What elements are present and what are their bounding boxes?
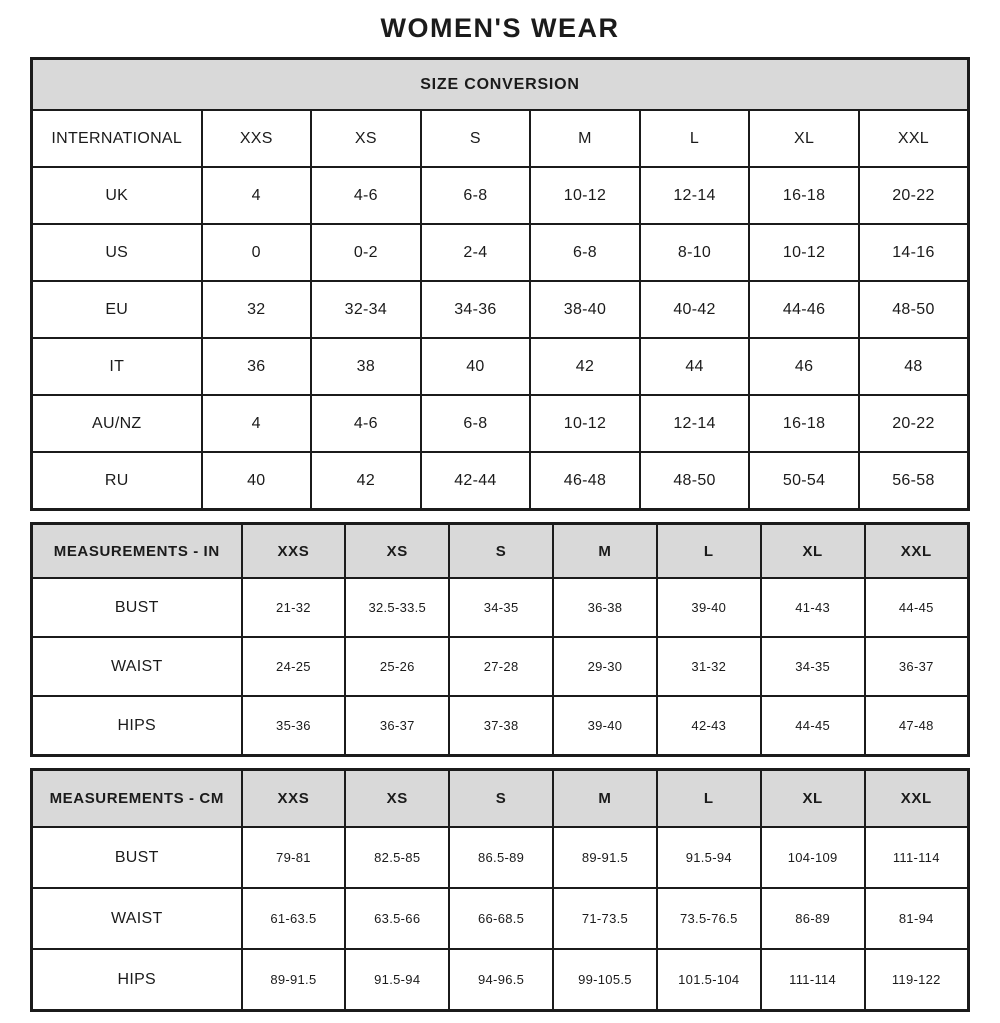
size-header-cell: XS	[345, 770, 449, 828]
value-cell: 39-40	[657, 578, 761, 637]
value-cell: 44-45	[761, 696, 865, 756]
size-header-cell: XL	[761, 770, 865, 828]
size-header-cell: M	[530, 110, 640, 167]
value-cell: 4	[202, 167, 312, 224]
value-cell: 101.5-104	[657, 949, 761, 1011]
table-row	[32, 167, 969, 224]
row-label: BUST	[32, 578, 242, 637]
value-cell: 24-25	[242, 637, 346, 696]
value-cell: 36-37	[345, 696, 449, 756]
row-label: US	[32, 224, 202, 281]
value-cell: 41-43	[761, 578, 865, 637]
row-label: EU	[32, 281, 202, 338]
value-cell: 91.5-94	[657, 827, 761, 888]
value-cell: 32	[202, 281, 312, 338]
value-cell: 44	[640, 338, 750, 395]
value-cell: 111-114	[761, 949, 865, 1011]
value-cell: 42	[311, 452, 421, 510]
value-cell: 71-73.5	[553, 888, 657, 949]
value-cell: 89-91.5	[242, 949, 346, 1011]
value-cell: 56-58	[859, 452, 969, 510]
size-header-cell: L	[657, 524, 761, 579]
size-header-cell: XL	[749, 110, 859, 167]
value-cell: 40	[421, 338, 531, 395]
value-cell: 66-68.5	[449, 888, 553, 949]
page-title: WOMEN'S WEAR	[380, 13, 620, 43]
value-cell: 38	[311, 338, 421, 395]
table-row	[32, 827, 969, 888]
value-cell: 32.5-33.5	[345, 578, 449, 637]
value-cell: 10-12	[749, 224, 859, 281]
value-cell: 14-16	[859, 224, 969, 281]
value-cell: 86-89	[761, 888, 865, 949]
row-label: HIPS	[32, 949, 242, 1011]
size-header-cell: XS	[345, 524, 449, 579]
value-cell: 91.5-94	[345, 949, 449, 1011]
table-row	[32, 452, 969, 510]
size-header-cell: L	[640, 110, 750, 167]
value-cell: 34-36	[421, 281, 531, 338]
measurements-in-title: MEASUREMENTS - IN	[32, 524, 242, 579]
value-cell: 104-109	[761, 827, 865, 888]
value-cell: 81-94	[865, 888, 969, 949]
row-label: HIPS	[32, 696, 242, 756]
measurements-cm-table	[30, 768, 970, 1012]
row-label: RU	[32, 452, 202, 510]
value-cell: 2-4	[421, 224, 531, 281]
value-cell: 40-42	[640, 281, 750, 338]
value-cell: 0-2	[311, 224, 421, 281]
size-header-cell: S	[421, 110, 531, 167]
table-row	[32, 888, 969, 949]
value-cell: 21-32	[242, 578, 346, 637]
table-row	[32, 338, 969, 395]
value-cell: 27-28	[449, 637, 553, 696]
table-row	[32, 395, 969, 452]
value-cell: 6-8	[530, 224, 640, 281]
row-label: WAIST	[32, 888, 242, 949]
size-header-cell: XS	[311, 110, 421, 167]
value-cell: 119-122	[865, 949, 969, 1011]
table-row	[32, 696, 969, 756]
table-title-row	[32, 59, 969, 111]
value-cell: 8-10	[640, 224, 750, 281]
value-cell: 4	[202, 395, 312, 452]
size-header-cell: XXS	[202, 110, 312, 167]
size-header-cell: M	[553, 770, 657, 828]
value-cell: 44-46	[749, 281, 859, 338]
value-cell: 73.5-76.5	[657, 888, 761, 949]
value-cell: 36	[202, 338, 312, 395]
measurements-in-header-row	[32, 524, 969, 579]
table-row	[32, 281, 969, 338]
value-cell: 44-45	[865, 578, 969, 637]
value-cell: 40	[202, 452, 312, 510]
value-cell: 42	[530, 338, 640, 395]
size-header-row	[32, 110, 969, 167]
value-cell: 37-38	[449, 696, 553, 756]
value-cell: 10-12	[530, 167, 640, 224]
table-row	[32, 224, 969, 281]
value-cell: 6-8	[421, 167, 531, 224]
value-cell: 61-63.5	[242, 888, 346, 949]
value-cell: 0	[202, 224, 312, 281]
value-cell: 48-50	[859, 281, 969, 338]
table-row	[32, 637, 969, 696]
value-cell: 10-12	[530, 395, 640, 452]
row-label: BUST	[32, 827, 242, 888]
value-cell: 38-40	[530, 281, 640, 338]
table-row	[32, 578, 969, 637]
value-cell: 50-54	[749, 452, 859, 510]
value-cell: 12-14	[640, 395, 750, 452]
value-cell: 29-30	[553, 637, 657, 696]
value-cell: 4-6	[311, 395, 421, 452]
size-header-cell: XXL	[859, 110, 969, 167]
size-header-cell: XXS	[242, 524, 346, 579]
value-cell: 46-48	[530, 452, 640, 510]
size-header-cell: M	[553, 524, 657, 579]
value-cell: 63.5-66	[345, 888, 449, 949]
value-cell: 42-43	[657, 696, 761, 756]
size-header-cell: XXS	[242, 770, 346, 828]
value-cell: 48	[859, 338, 969, 395]
value-cell: 6-8	[421, 395, 531, 452]
size-conversion-table	[30, 57, 970, 511]
row-label: IT	[32, 338, 202, 395]
value-cell: 20-22	[859, 167, 969, 224]
row-label: INTERNATIONAL	[32, 110, 202, 167]
value-cell: 79-81	[242, 827, 346, 888]
value-cell: 111-114	[865, 827, 969, 888]
size-header-cell: XXL	[865, 524, 969, 579]
table-row	[32, 949, 969, 1011]
value-cell: 16-18	[749, 395, 859, 452]
value-cell: 12-14	[640, 167, 750, 224]
value-cell: 4-6	[311, 167, 421, 224]
measurements-cm-title: MEASUREMENTS - CM	[32, 770, 242, 828]
value-cell: 39-40	[553, 696, 657, 756]
row-label: WAIST	[32, 637, 242, 696]
size-header-cell: XL	[761, 524, 865, 579]
value-cell: 86.5-89	[449, 827, 553, 888]
size-header-cell: S	[449, 770, 553, 828]
value-cell: 35-36	[242, 696, 346, 756]
value-cell: 47-48	[865, 696, 969, 756]
value-cell: 34-35	[761, 637, 865, 696]
measurements-cm-header-row	[32, 770, 969, 828]
size-header-cell: S	[449, 524, 553, 579]
value-cell: 89-91.5	[553, 827, 657, 888]
row-label: UK	[32, 167, 202, 224]
value-cell: 99-105.5	[553, 949, 657, 1011]
measurements-in-table	[30, 522, 970, 757]
value-cell: 36-37	[865, 637, 969, 696]
value-cell: 31-32	[657, 637, 761, 696]
value-cell: 34-35	[449, 578, 553, 637]
value-cell: 20-22	[859, 395, 969, 452]
value-cell: 42-44	[421, 452, 531, 510]
value-cell: 36-38	[553, 578, 657, 637]
size-header-cell: XXL	[865, 770, 969, 828]
size-header-cell: L	[657, 770, 761, 828]
value-cell: 82.5-85	[345, 827, 449, 888]
value-cell: 46	[749, 338, 859, 395]
value-cell: 16-18	[749, 167, 859, 224]
row-label: AU/NZ	[32, 395, 202, 452]
value-cell: 32-34	[311, 281, 421, 338]
value-cell: 48-50	[640, 452, 750, 510]
value-cell: 25-26	[345, 637, 449, 696]
value-cell: 94-96.5	[449, 949, 553, 1011]
size-conversion-title: SIZE CONVERSION	[32, 59, 969, 111]
